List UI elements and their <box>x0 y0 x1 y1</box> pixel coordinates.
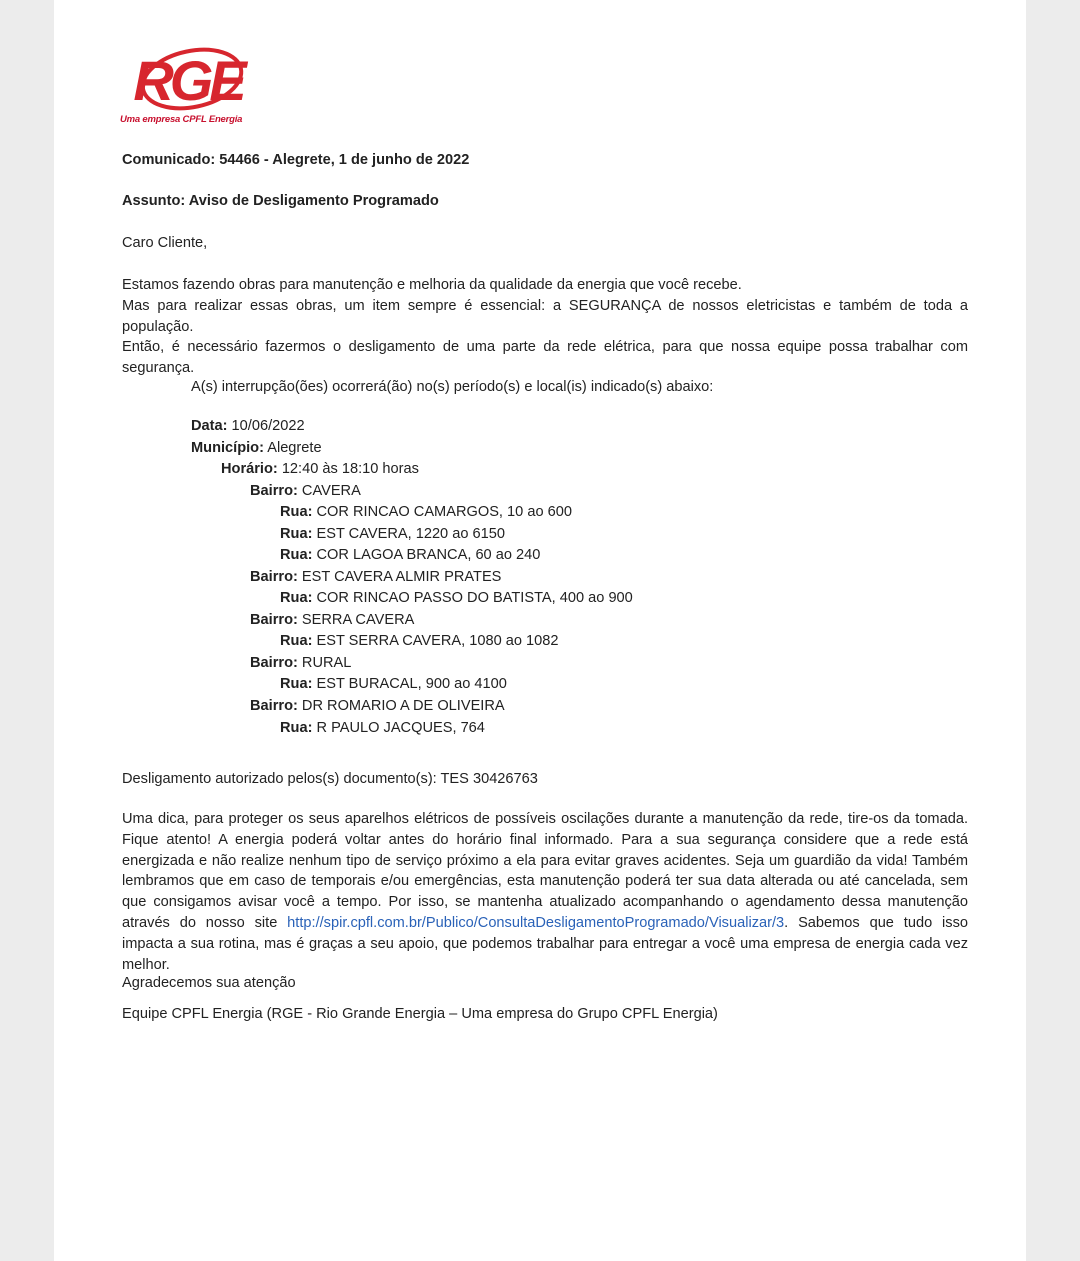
rua-row <box>280 631 559 652</box>
bairro-value: EST CAVERA ALMIR PRATES <box>297 568 502 585</box>
bairro-row <box>250 610 414 631</box>
rua-label: Rua: <box>280 504 313 521</box>
spir-link[interactable]: http://spir.cpfl.com.br/Publico/ConsultaDesligamentoProgramado/Visualizar/3 <box>287 914 785 931</box>
greeting: Caro Cliente, <box>122 235 208 251</box>
rua-row <box>280 545 540 566</box>
signature-line: Equipe CPFL Energia (RGE - Rio Grande Energia – Uma empresa do Grupo CPFL Energia) <box>122 1006 718 1022</box>
bairro-row <box>250 696 505 717</box>
date-value: 10/06/2022 <box>227 418 305 434</box>
schedule-date <box>191 416 305 437</box>
schedule-horario <box>221 459 419 480</box>
bairro-row <box>250 567 501 588</box>
bairro-value: DR ROMARIO A DE OLIVEIRA <box>297 698 505 714</box>
bairro-value: SERRA CAVERA <box>297 611 415 628</box>
municipio-label: Município: <box>191 439 264 456</box>
rua-value: EST SERRA CAVERA, 1080 ao 1082 <box>312 633 559 650</box>
rua-value: EST BURACAL, 900 ao 4100 <box>312 676 507 693</box>
rua-row <box>280 588 633 609</box>
horario-value: 12:40 às 18:10 horas <box>277 461 419 477</box>
bairro-row <box>250 653 351 674</box>
bairro-label: Bairro: <box>250 482 298 499</box>
bairro-value: RURAL <box>297 654 352 671</box>
authorization-line: Desligamento autorizado pelos(s) documento(s): TES 30426763 <box>122 771 538 787</box>
schedule-municipio <box>191 438 322 459</box>
tip-paragraph <box>122 809 968 975</box>
bairro-value: CAVERA <box>297 482 361 499</box>
thanks-line: Agradecemos sua atenção <box>122 975 296 991</box>
tip-text-after: . Sabemos que tudo isso impacta a sua rotina, mas é graças a seu apoio, que podemos trabalhar para entregar a você uma empresa de energia cada vez melhor. <box>122 914 968 973</box>
tip-text-before: Uma dica, para proteger os seus aparelhos elétricos de possíveis oscilações durante a manutenção da rede, tire-os da tomada. Fique atento! A energia poderá voltar antes do horário final informado. Para a sua segurança considere que a rede está energizada e não realize nenhum tipo de serviço próximo a ela para evitar graves acidentes. Seja um guardião da vida! Também lembramos que em caso de temporais e/ou emergências, esta manutenção poderá ter sua data alterada ou até cancelada, sem que consigamos avisar você a tempo. Por isso, se mantenha atualizado acompanhando o agendamento dessa manutenção através do nosso site <box>122 811 968 931</box>
interruption-intro: A(s) interrupção(ões) ocorrerá(ão) no(s) período(s) e local(is) indicado(s) abaixo: <box>191 379 714 395</box>
rua-label: Rua: <box>280 676 313 693</box>
logo-tagline: Uma empresa CPFL Energia <box>120 114 243 125</box>
rua-value: EST CAVERA, 1220 ao 6150 <box>312 525 505 542</box>
rua-label: Rua: <box>280 719 313 736</box>
rua-row <box>280 524 505 545</box>
intro-line-3: Então, é necessário fazermos o desligamento de uma parte da rede elétrica, para que nossa equipe possa trabalhar com segurança. <box>122 339 968 377</box>
assunto-heading: Assunto: Aviso de Desligamento Programado <box>122 193 439 209</box>
bairro-label: Bairro: <box>250 611 298 628</box>
bairro-label: Bairro: <box>250 654 298 671</box>
horario-label: Horário: <box>221 461 278 477</box>
bairro-label: Bairro: <box>250 698 298 714</box>
comunicado-heading: Comunicado: 54466 - Alegrete, 1 de junho de 2022 <box>122 152 470 168</box>
rua-row <box>280 502 572 523</box>
rge-logo <box>120 44 260 130</box>
rua-value: COR LAGOA BRANCA, 60 ao 240 <box>312 547 541 564</box>
rua-row <box>280 718 485 739</box>
intro-line-2: Mas para realizar essas obras, um item sempre é essencial: a SEGURANÇA de nossos eletricistas e também de toda a população. <box>122 297 968 335</box>
rua-label: Rua: <box>280 590 313 607</box>
rua-label: Rua: <box>280 525 313 542</box>
rge-logo-mark <box>120 44 260 114</box>
municipio-value: Alegrete <box>263 439 322 456</box>
bairro-row <box>250 481 361 502</box>
bairro-label: Bairro: <box>250 568 298 585</box>
rua-value: COR RINCAO PASSO DO BATISTA, 400 ao 900 <box>312 590 633 607</box>
rua-value: COR RINCAO CAMARGOS, 10 ao 600 <box>312 504 572 521</box>
intro-line-1: Estamos fazendo obras para manutenção e melhoria da qualidade da energia que você recebe. <box>122 277 742 293</box>
rua-value: R PAULO JACQUES, 764 <box>312 719 485 736</box>
document-page <box>54 0 1026 1261</box>
rua-row <box>280 674 507 695</box>
date-label: Data: <box>191 418 228 434</box>
rua-label: Rua: <box>280 547 313 564</box>
intro-paragraph <box>122 275 968 379</box>
logo-wordmark: RGE <box>133 49 243 112</box>
rua-label: Rua: <box>280 633 313 650</box>
